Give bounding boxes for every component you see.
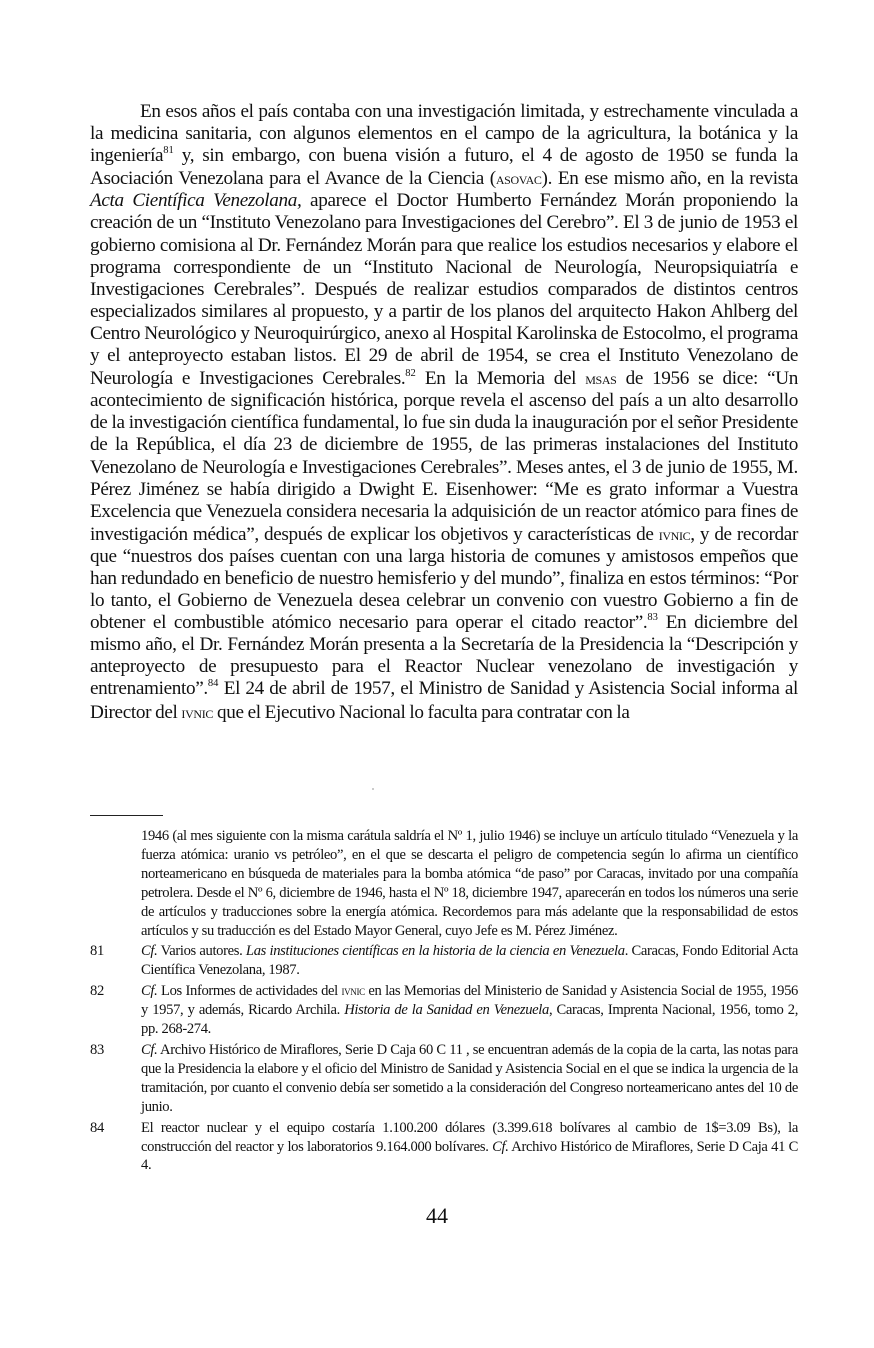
footnote-84 [90, 1119, 798, 1176]
footnote-number: 83 [90, 1041, 104, 1058]
page-body [90, 101, 798, 724]
footnote-82 [90, 982, 798, 1039]
footnote-reference: 82 [405, 368, 416, 380]
small-caps-acronym: asovac [495, 168, 542, 189]
italic-text: Cf. [141, 1041, 158, 1058]
footnote-separator-rule [90, 815, 163, 816]
text-run: En la Memoria del [415, 368, 586, 390]
text-run: ). En ese mismo año, en la revista [541, 168, 798, 190]
italic-text: Cf. [492, 1138, 509, 1155]
text-run: de 1956 se dice: “Un acontecimiento de significación histórica, porque revela el ascenso del país a un alto desarrollo de la investigación científica fundamental, lo fue sin duda la inauguración por el señor Presidente de la República, el día 23 de diciembre de 1955, de las primeras instalaciones del Instituto Venezolano de Neurología e Investigaciones Cerebrales”. Meses antes, el 3 de junio de 1955, M. Pérez Jiménez se había dirigido a Dwight E. Eisenhower: “Me es grato informar a Vuestra Excelencia que Venezuela considera necesaria la adquisición de un reactor atómico para fines de investigación médica”, después de explicar los objetivos y características de [90, 368, 798, 545]
footnote-number: 82 [90, 983, 104, 1000]
text-run: , y de recordar que “nuestros dos países cuentan con una larga historia de comunes y amistosos empeños que han redundado en beneficio de nuestro hemisferio y del mundo”, finaliza en estos términos: “Por lo tanto, el Gobierno de Venezuela desea celebrar un convenio con vuestro Gobierno a fin de obtener el combustible atómico necesario para operar el citado reactor”. [90, 523, 799, 634]
footnote-text [141, 1041, 798, 1117]
text-run: Varios autores. [157, 943, 246, 960]
page-number: 44 [426, 1203, 448, 1228]
scan-speck [372, 788, 374, 790]
italic-text: Acta Científica Venezolana, [90, 190, 302, 212]
footnote-text [141, 942, 798, 980]
text-run: Archivo Histórico de Miraflores, Serie D Caja 60 C 11 , se encuentran además de la copia de la carta, las notas para que la Presidencia la elabore y el oficio del Ministro de Sanidad y Asistencia Social en el que se indica la urgencia de la tramitación, por cuanto el convenio debía ser sometido a la consideración del Congreso norteamericano antes del 10 de junio. [141, 1041, 798, 1115]
text-run: En diciembre del mismo año, el Dr. Fernández Morán presenta a la Secretaría de la Presidencia la “Descripción y anteproyecto de presupuesto para el Reactor Nuclear venezolano de investigación y entrenamiento”. [90, 612, 798, 700]
footnote-reference: 84 [207, 678, 219, 690]
body-paragraph [90, 101, 798, 724]
italic-text: Cf. [141, 983, 158, 1000]
text-run: , Caracas, Imprenta Nacional, 1956, tomo 2, pp. 268-274. [141, 1002, 798, 1038]
text-run: Archivo Histórico de Miraflores, Serie D Caja 41 C 4. [141, 1138, 798, 1174]
text-run: . Caracas, Fondo Editorial Acta Científica Venezolana, 1987. [141, 943, 798, 979]
footnote-83 [90, 1041, 798, 1117]
footnotes [90, 827, 798, 1177]
text-run: 1946 (al mes siguiente con la misma carátula saldría el Nº 1, julio 1946) se incluye un artículo titulado “Venezuela y la fuerza atómica: uranio vs petróleo”, en el que se descarta el peligro de competencia según lo afirma un científico norteamericano en búsqueda de materiales para la bomba atómica “de paso” por Caracas, invitado por una compañía petrolera. Desde el Nº 6, diciembre de 1946, hasta el Nº 18, diciembre 1947, aparecerán en todos los números una serie de artículos y traducciones sobre la energía atómica. Recordemos para más adelante que la responsabilidad de estos artículos y su traducción es del Estado Mayor General, cuyo Jefe es M. Pérez Jiménez. [141, 828, 798, 939]
text-run: y, sin embargo, con buena visión a futuro, el 4 de agosto de 1950 se funda la Asociación Venezolana para el Avance de la Ciencia ( [90, 145, 798, 190]
footnote-number: 84 [90, 1119, 104, 1136]
small-caps-acronym: msas [585, 368, 617, 389]
footnote-text [141, 827, 798, 940]
text-run: El 24 de abril de 1957, el Ministro de Sanidad y Asistencia Social informa al Director del [90, 678, 798, 723]
footnote-number: 81 [90, 943, 104, 960]
footnote-reference: 81 [163, 145, 174, 157]
text-run: que el Ejecutivo Nacional lo faculta para contratar con la [213, 701, 630, 723]
footnote-text [141, 1119, 798, 1176]
italic-text: Historia de la Sanidad en Venezuela [344, 1002, 549, 1019]
italic-text: Cf. [141, 943, 158, 960]
text-run: En esos años el país contaba con una investigación limitada, y estrechamente vinculada a la medicina sanitaria, con algunos elementos en el campo de la agricultura, la botánica y la ingeniería [90, 101, 798, 167]
text-run: aparece el Doctor Humberto Fernández Morán proponiendo la creación de un “Instituto Venezolano para Investigaciones del Cerebro”. El 3 de junio de 1953 el gobierno comisiona al Dr. Fernández Morán para que realice los estudios necesarios y elabore el programa correspondiente de un “Instituto Nacional de Neurología, Neuropsiquiatría e Investigaciones Cerebrales”. Después de realizar estudios comparados de distintos centros especializados similares al propuesto, y a partir de los planos del arquitecto Hakon Ahlberg del Centro Neurológico y Neuroquirúrgico, anexo al Hospital Karolinska de Estocolmo, el programa y el anteproyecto estaban listos. El 29 de abril de 1954, se crea el Instituto Venezolano de Neurología e Investigaciones Cerebrales. [90, 190, 799, 390]
footnote-continued [90, 827, 798, 940]
footnote-81 [90, 942, 798, 980]
footnote-reference: 83 [647, 612, 658, 624]
text-run: El reactor nuclear y el equipo costaría 1.100.200 dólares (3.399.618 bolívares al cambio de 1$=3.09 Bs), la construcción del reactor y los laboratorios 9.164.000 bolívares. [141, 1119, 798, 1155]
small-caps-acronym: ivnic [658, 523, 691, 544]
footnote-text [141, 982, 798, 1039]
text-run: en las Memorias del Ministerio de Sanidad y Asistencia Social de 1955, 1956 y 1957, y además, Ricardo Archila. [141, 983, 798, 1019]
small-caps-acronym: ivnic [341, 983, 365, 999]
small-caps-acronym: ivnic [181, 701, 214, 722]
text-run: Los Informes de actividades del [157, 983, 342, 1000]
italic-text: Las instituciones científicas en la historia de la ciencia en Venezuela [245, 943, 625, 960]
body-paragraph-text [90, 101, 798, 723]
